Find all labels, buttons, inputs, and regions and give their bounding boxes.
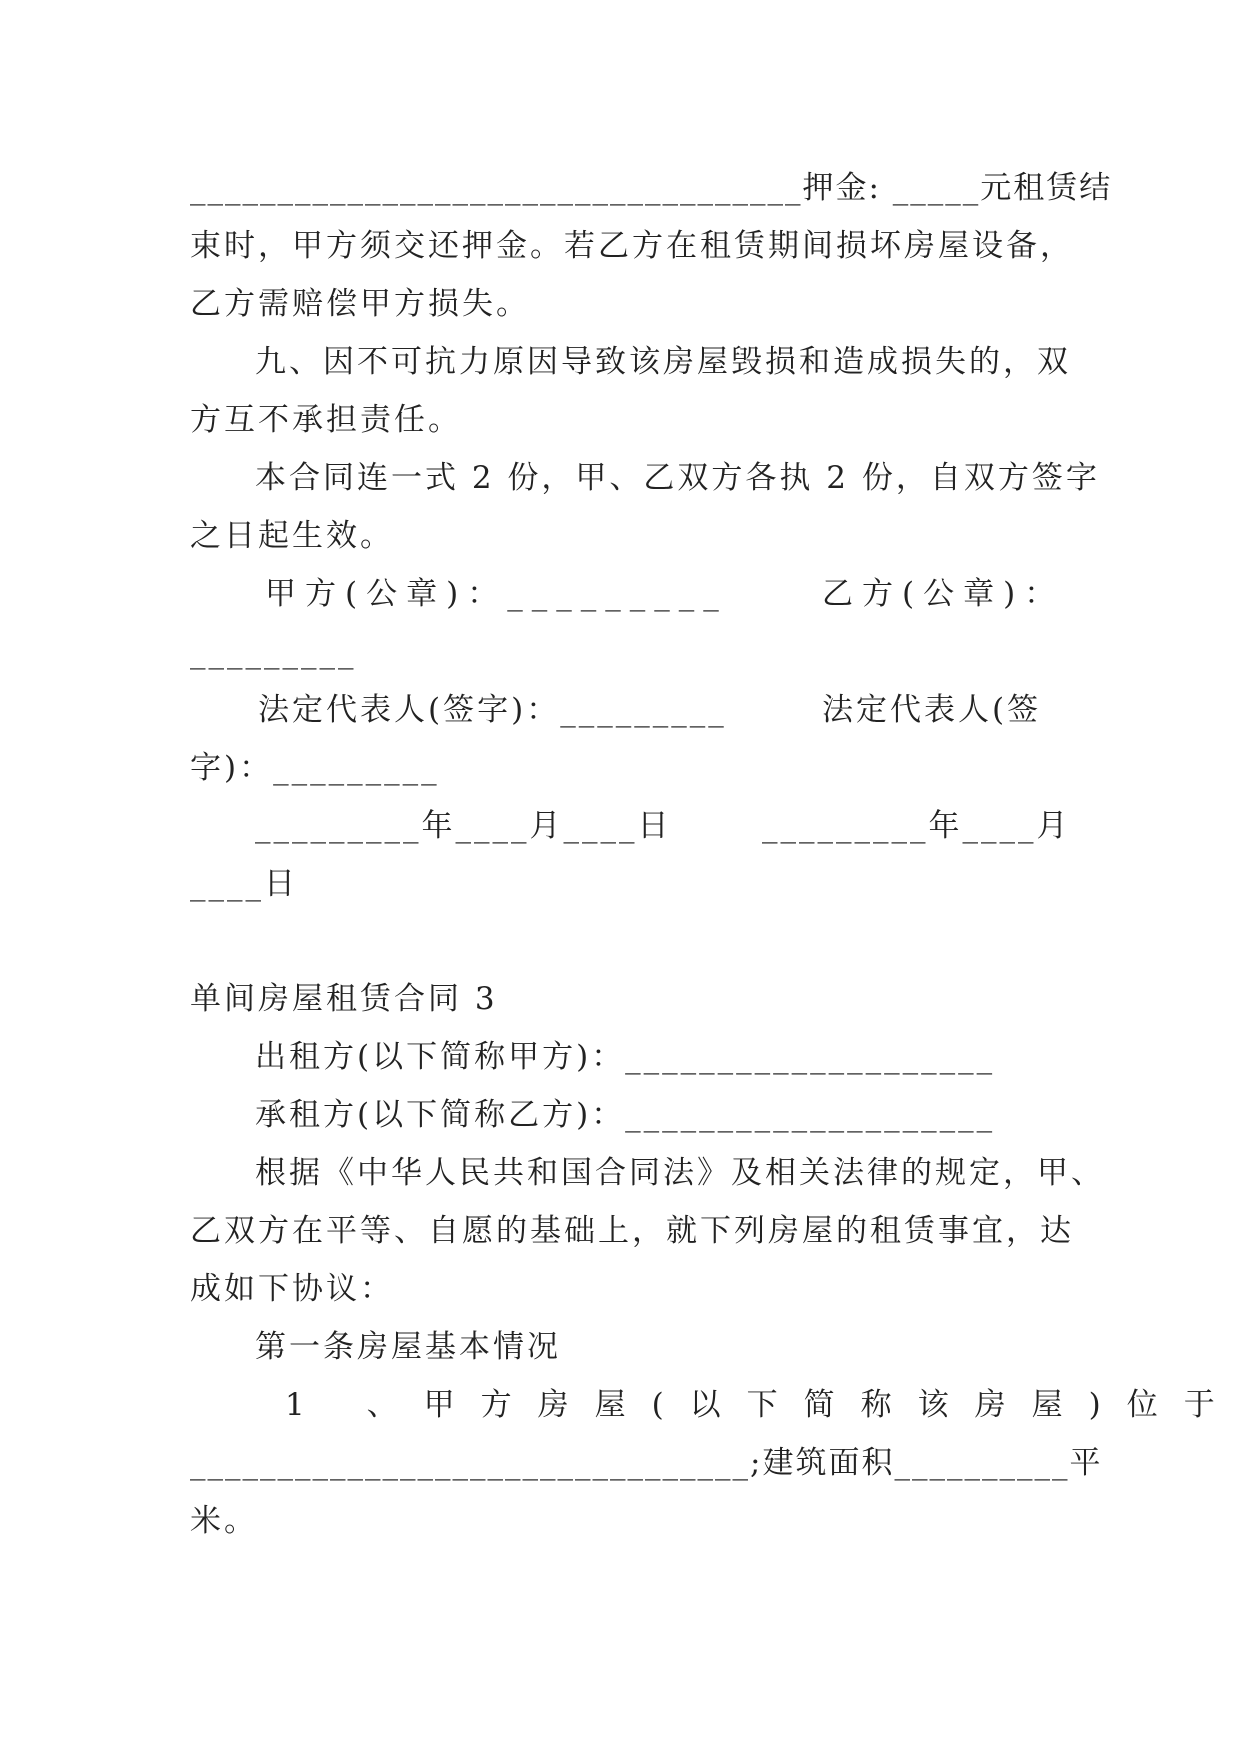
- paragraph-line: 之日起生效。: [190, 518, 394, 554]
- date-line-a: _________年____月____日: [255, 808, 672, 844]
- party-a-representative: 法定代表人(签字)：_________: [258, 692, 727, 728]
- deposit-line: ___________________________________押金: _____元租赁结: [190, 170, 1113, 206]
- paragraph-line: 米。: [190, 1503, 258, 1539]
- party-b-seal: 乙方(公章)：: [822, 576, 1065, 612]
- area-line: ________________________________;建筑面积__________平: [190, 1445, 1103, 1481]
- blank-line: _________: [190, 634, 357, 670]
- lessor-line: 出租方(以下简称甲方)：____________________: [255, 1039, 996, 1075]
- paragraph-line: 束时，甲方须交还押金。若乙方在租赁期间损坏房屋设备，: [190, 228, 1074, 264]
- party-a-seal: 甲方(公章)：_________: [265, 576, 728, 612]
- date-line-b: _________年____月: [762, 808, 1071, 844]
- clause-nine-line: 九、因不可抗力原因导致该房屋毁损和造成损失的，双: [255, 344, 1071, 380]
- paragraph-line: 方互不承担责任。: [190, 402, 462, 438]
- copies-line: 本合同连一式 2 份，甲、乙双方各执 2 份，自双方签字: [255, 460, 1100, 496]
- party-b-representative: 法定代表人(签: [822, 692, 1042, 728]
- article-one-heading: 第一条房屋基本情况: [255, 1329, 561, 1365]
- lessee-line: 承租方(以下简称乙方)：____________________: [255, 1097, 996, 1133]
- section-title: 单间房屋租赁合同 3: [190, 981, 498, 1017]
- signature-line: 字)：_________: [190, 750, 440, 786]
- date-day: ____日: [190, 866, 298, 902]
- paragraph-line: 乙双方在平等、自愿的基础上，就下列房屋的租赁事宜，达: [190, 1213, 1074, 1249]
- preamble-line: 根据《中华人民共和国合同法》及相关法律的规定，甲、: [255, 1155, 1105, 1191]
- paragraph-line: 成如下协议：: [190, 1271, 394, 1307]
- paragraph-line: 乙方需赔偿甲方损失。: [190, 286, 530, 322]
- house-location-line: 1 、甲方房屋(以下简称该房屋)位于: [285, 1387, 1241, 1423]
